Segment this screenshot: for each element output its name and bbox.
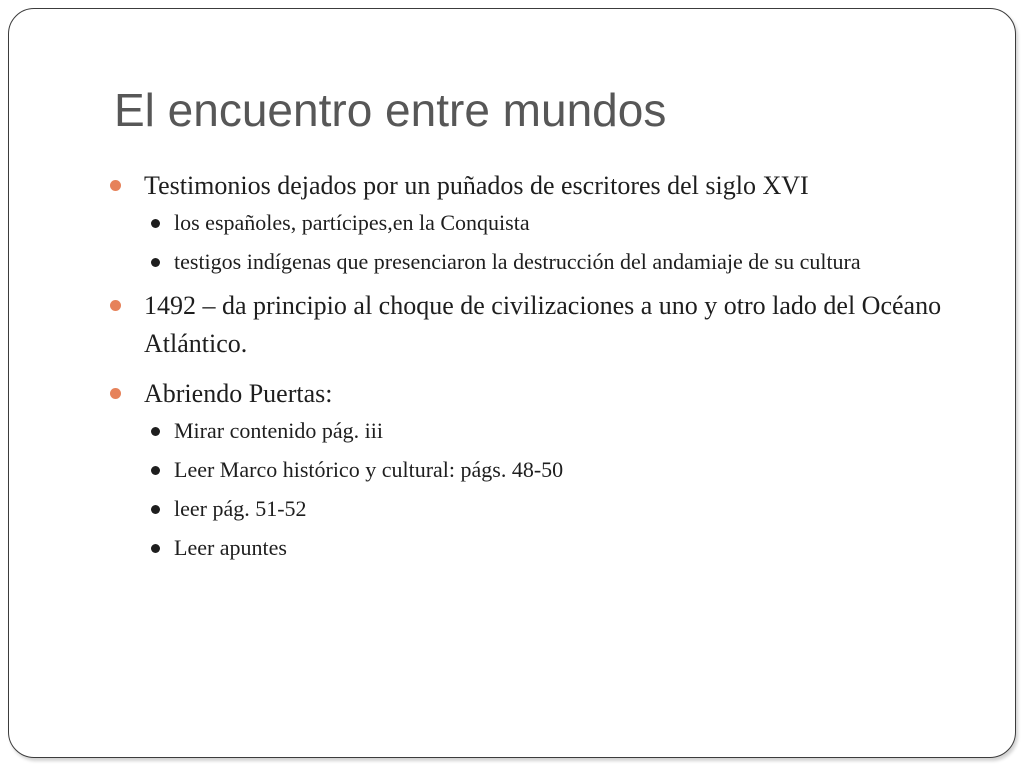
sub-bullet-item	[144, 493, 976, 525]
bullet-dot-icon	[110, 300, 121, 311]
sub-bullet-dot-icon	[151, 427, 160, 436]
sub-bullet-item	[144, 415, 976, 447]
sub-bullet-item	[144, 246, 976, 277]
bullet-text: Abriendo Puertas:	[144, 379, 333, 408]
bullet-dot-icon	[110, 180, 121, 191]
slide-title: El encuentro entre mundos	[114, 84, 667, 136]
bullet-item	[106, 375, 976, 564]
bullet-text: Testimonios dejados por un puñados de escritores del siglo XVI	[144, 171, 809, 200]
sub-bullet-text: leer pág. 51-52	[174, 496, 307, 521]
sub-bullet-dot-icon	[151, 544, 160, 553]
sub-bullet-list	[144, 415, 976, 564]
sub-bullet-list	[144, 207, 976, 277]
sub-bullet-item	[144, 207, 976, 239]
sub-bullet-dot-icon	[151, 219, 160, 228]
sub-bullet-item	[144, 532, 976, 564]
bullet-dot-icon	[110, 388, 121, 399]
sub-bullet-item	[144, 454, 976, 486]
bullet-list	[106, 167, 976, 564]
sub-bullet-text: Leer apuntes	[174, 535, 287, 560]
sub-bullet-text: Mirar contenido pág. iii	[174, 418, 383, 443]
sub-bullet-dot-icon	[151, 505, 160, 514]
sub-bullet-text: testigos indígenas que presenciaron la destrucción del andamiaje de su cultura	[174, 249, 861, 274]
bullet-item	[106, 167, 976, 277]
bullet-text: 1492 – da principio al choque de civilizaciones a uno y otro lado del Océano Atlántico.	[144, 291, 942, 358]
slide-content	[106, 167, 976, 574]
sub-bullet-text: Leer Marco histórico y cultural: págs. 48-50	[174, 457, 564, 482]
sub-bullet-dot-icon	[151, 466, 160, 475]
sub-bullet-dot-icon	[151, 258, 160, 267]
sub-bullet-text: los españoles, partícipes,en la Conquista	[174, 210, 530, 235]
bullet-item	[106, 287, 976, 363]
